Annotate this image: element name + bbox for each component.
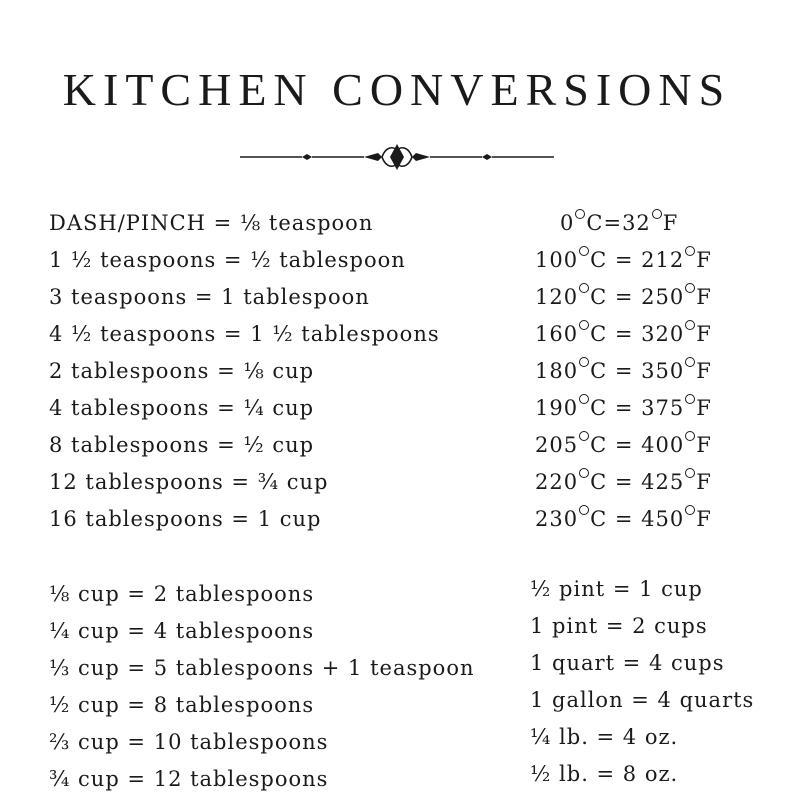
list-item: 4 tablespoons = ¼ cup (49, 396, 315, 420)
list-item: 4 ½ teaspoons = 1 ½ tablespoons (49, 322, 440, 346)
degree-icon (579, 357, 589, 367)
celsius-value: 230 (535, 507, 579, 531)
celsius-value: 220 (535, 470, 579, 494)
fahrenheit-unit: F (662, 211, 679, 235)
list-item: ¾ cup = 12 tablespoons (49, 767, 329, 791)
celsius-value: 180 (535, 359, 579, 383)
celsius-value: 205 (535, 433, 579, 457)
degree-icon (685, 357, 695, 367)
fahrenheit-unit: F (696, 396, 712, 420)
celsius-unit: C (590, 322, 608, 346)
flourish-divider-icon (236, 138, 558, 176)
celsius-value: 190 (535, 396, 579, 420)
degree-icon (685, 468, 695, 478)
page-title: KITCHEN CONVERSIONS (62, 64, 732, 115)
fahrenheit-value: 250 (641, 285, 685, 309)
list-item: 1 gallon = 4 quarts (530, 688, 755, 712)
list-item: 2 tablespoons = ⅛ cup (49, 359, 315, 383)
equals-sign: = (607, 396, 642, 420)
degree-icon (685, 431, 695, 441)
fahrenheit-unit: F (696, 470, 712, 494)
celsius-unit: C (590, 433, 608, 457)
list-item: ¼ cup = 4 tablespoons (49, 619, 315, 643)
fahrenheit-unit: F (696, 433, 712, 457)
cup-conversions-list (49, 576, 475, 798)
equals-sign: = (607, 285, 642, 309)
celsius-value: 100 (535, 248, 579, 272)
temperature-row (535, 427, 712, 464)
equals-sign: = (607, 359, 642, 383)
volume-weight-conversions-list (530, 571, 754, 793)
list-item: 1 ½ teaspoons = ½ tablespoon (49, 248, 406, 272)
celsius-unit: C (590, 470, 608, 494)
fahrenheit-unit: F (696, 359, 712, 383)
temperature-row (535, 464, 712, 501)
degree-icon (685, 394, 695, 404)
fahrenheit-value: 375 (641, 396, 685, 420)
fahrenheit-value: 450 (641, 507, 685, 531)
list-item: DASH/PINCH = ⅛ teaspoon (49, 211, 374, 235)
degree-icon (652, 209, 662, 219)
degree-icon (579, 283, 589, 293)
degree-icon (579, 394, 589, 404)
list-item: ½ cup = 8 tablespoons (49, 693, 315, 717)
equals-sign: = (607, 322, 642, 346)
degree-icon (579, 468, 589, 478)
list-item: ½ lb. = 8 oz. (530, 762, 679, 786)
temperature-row (535, 390, 712, 427)
celsius-unit: C (590, 248, 608, 272)
celsius-value: 120 (535, 285, 579, 309)
degree-icon (579, 320, 589, 330)
degree-icon (579, 431, 589, 441)
temperature-row (535, 242, 712, 279)
celsius-unit: C (590, 507, 608, 531)
fahrenheit-value: 320 (641, 322, 685, 346)
equals-sign: = (607, 248, 642, 272)
list-item: ⅛ cup = 2 tablespoons (49, 582, 315, 606)
list-item: ¼ lb. = 4 oz. (530, 725, 679, 749)
degree-icon (685, 320, 695, 330)
temperature-row (535, 501, 712, 538)
temperature-row (535, 205, 712, 242)
list-item: 1 pint = 2 cups (530, 614, 708, 638)
list-item: ½ pint = 1 cup (530, 577, 703, 601)
degree-icon (575, 209, 585, 219)
list-item: 3 teaspoons = 1 tablespoon (49, 285, 370, 309)
degree-icon (579, 505, 589, 515)
fahrenheit-unit: F (696, 322, 712, 346)
list-item: ⅓ cup = 5 tablespoons + 1 teaspoon (49, 656, 475, 680)
fahrenheit-value: 425 (641, 470, 685, 494)
list-item: 16 tablespoons = 1 cup (49, 507, 322, 531)
degree-icon (685, 505, 695, 515)
celsius-value: 0 (560, 211, 575, 235)
fahrenheit-value: 212 (641, 248, 685, 272)
equals-sign: = (607, 470, 642, 494)
fahrenheit-unit: F (696, 507, 712, 531)
celsius-unit: C (590, 285, 608, 309)
equals-sign: = (607, 507, 642, 531)
equals-sign: = (603, 211, 623, 235)
celsius-unit: C (590, 396, 608, 420)
degree-icon (685, 246, 695, 256)
fahrenheit-value: 32 (622, 211, 651, 235)
celsius-value: 160 (535, 322, 579, 346)
list-item: 12 tablespoons = ¾ cup (49, 470, 329, 494)
equals-sign: = (607, 433, 642, 457)
celsius-unit: C (590, 359, 608, 383)
degree-icon (579, 246, 589, 256)
fahrenheit-value: 350 (641, 359, 685, 383)
fahrenheit-value: 400 (641, 433, 685, 457)
list-item: 8 tablespoons = ½ cup (49, 433, 315, 457)
list-item: 1 quart = 4 cups (530, 651, 725, 675)
temperature-row (535, 353, 712, 390)
spoon-conversions-list (49, 205, 440, 538)
fahrenheit-unit: F (696, 248, 712, 272)
list-item: ⅔ cup = 10 tablespoons (49, 730, 329, 754)
temperature-conversions-list (535, 205, 712, 538)
celsius-unit: C (586, 211, 604, 235)
fahrenheit-unit: F (696, 285, 712, 309)
degree-icon (685, 283, 695, 293)
temperature-row (535, 279, 712, 316)
temperature-row (535, 316, 712, 353)
